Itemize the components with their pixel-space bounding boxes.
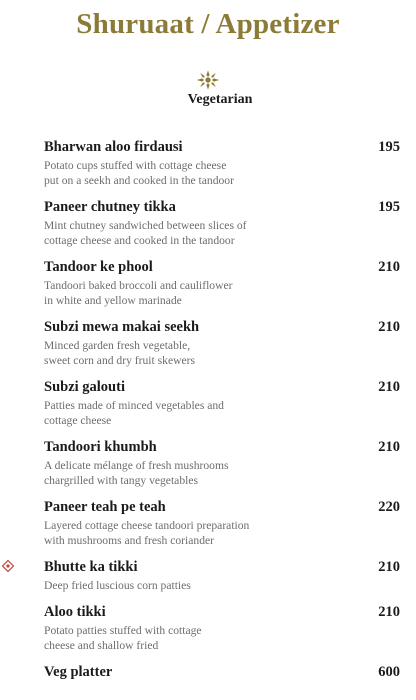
item-description-line: in white and yellow marinade (44, 294, 182, 307)
item-description (44, 278, 294, 308)
item-name: Paneer chutney tikka (44, 199, 176, 215)
item-description-line: with mushrooms and fresh coriander (44, 534, 215, 547)
item-description (44, 458, 294, 488)
item-description-line: Tandoori baked broccoli and cauliflower (44, 279, 233, 292)
section-heading-vegetarian: Vegetarian (187, 92, 253, 107)
item-description-line: Patties made of minced vegetables and (44, 399, 224, 412)
item-description (44, 518, 294, 548)
lotus-ornament-icon (196, 70, 220, 90)
item-price: 210 (378, 604, 400, 620)
item-name: Tandoor ke phool (44, 259, 153, 275)
item-description-line: Potato cups stuffed with cottage cheese (44, 159, 227, 172)
item-description-line: cottage cheese (44, 414, 112, 427)
item-description (44, 158, 294, 188)
item-description-line: sweet corn and dry fruit skewers (44, 354, 195, 367)
item-description-line: Layered cottage cheese tandoori preparation (44, 519, 250, 532)
item-description-line: Minced garden fresh vegetable, (44, 339, 191, 352)
item-price: 210 (378, 379, 400, 395)
item-description (44, 398, 294, 428)
item-description (44, 338, 294, 368)
item-description-line: cheese and shallow fried (44, 639, 159, 652)
item-description-line: put on a seekh and cooked in the tandoor (44, 174, 234, 187)
menu-title: Shuruaat / Appetizer (76, 8, 340, 40)
item-name: Bhutte ka tikki (44, 559, 138, 575)
item-price: 210 (378, 259, 400, 275)
item-description (44, 623, 294, 653)
item-price: 195 (378, 139, 400, 155)
item-name: Tandoori khumbh (44, 439, 157, 455)
item-description-line: A delicate mélange of fresh mushrooms (44, 459, 229, 472)
item-description (44, 578, 294, 593)
item-price: 195 (378, 199, 400, 215)
item-description-line: Potato patties stuffed with cottage (44, 624, 202, 637)
diamond-marker-icon (2, 560, 14, 572)
item-price: 210 (378, 439, 400, 455)
item-name: Bharwan aloo firdausi (44, 139, 183, 155)
item-description-line: cottage cheese and cooked in the tandoor (44, 234, 235, 247)
item-price: 600 (378, 664, 400, 680)
item-name: Paneer teah pe teah (44, 499, 166, 515)
item-description-line: Deep fried luscious corn patties (44, 579, 191, 592)
item-price: 220 (378, 499, 400, 515)
item-name: Subzi mewa makai seekh (44, 319, 200, 335)
item-description-line: chargrilled with tangy vegetables (44, 474, 198, 487)
item-name: Aloo tikki (44, 604, 106, 620)
item-description-line: Mint chutney sandwiched between slices of (44, 219, 247, 232)
item-name: Subzi galouti (44, 379, 125, 395)
item-price: 210 (378, 319, 400, 335)
item-price: 210 (378, 559, 400, 575)
item-description (44, 218, 294, 248)
item-name: Veg platter (44, 664, 113, 680)
